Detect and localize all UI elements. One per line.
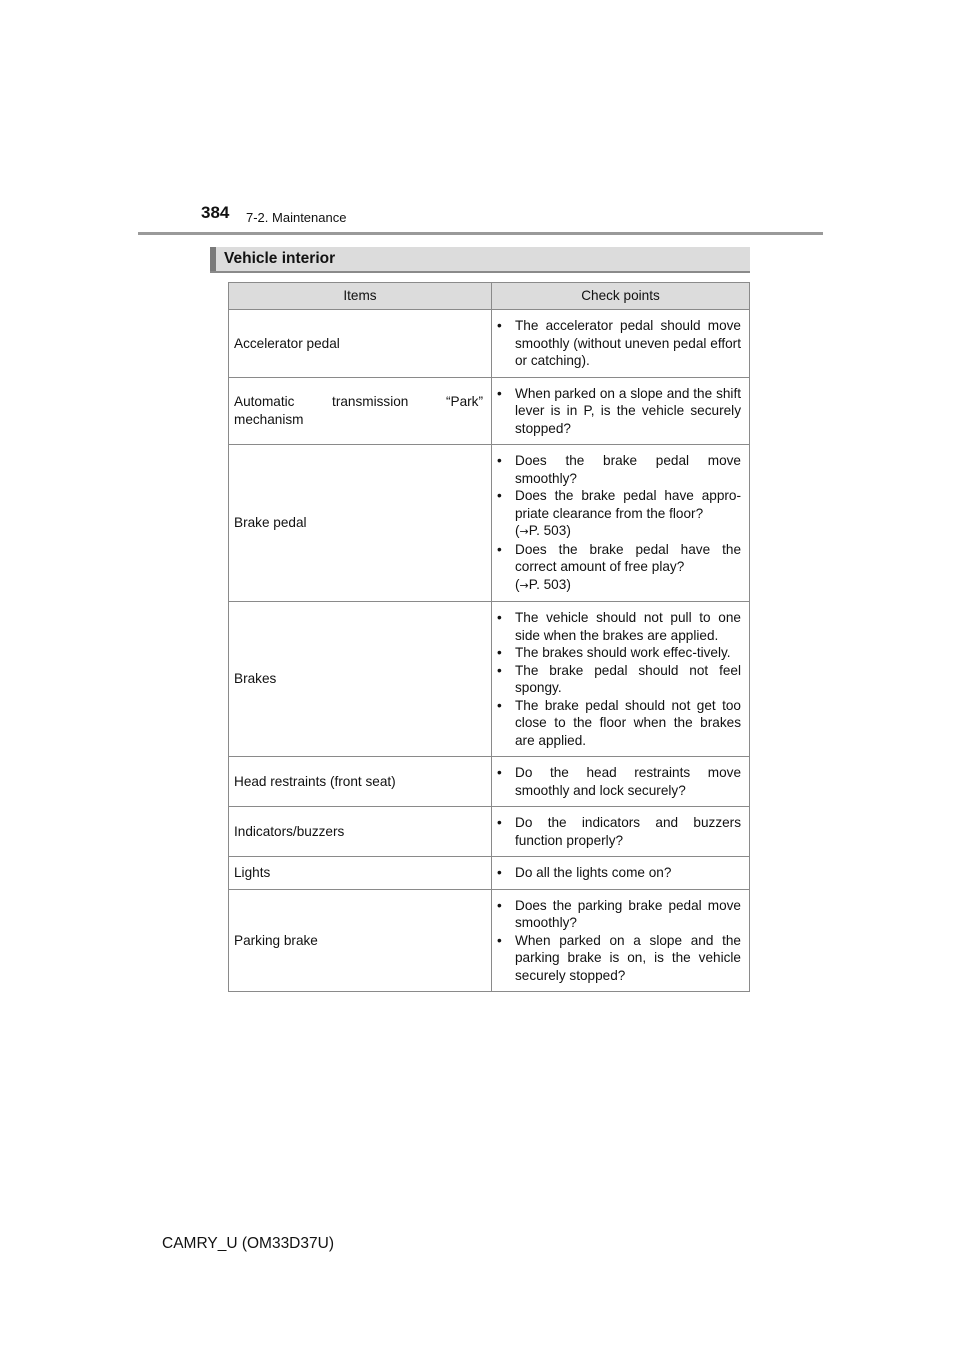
check-point-text: When parked on a slope and the parking brake is on, is the vehicle securely stopped? <box>515 932 741 983</box>
check-point-text: When parked on a slope and the shift lever is in P, is the vehicle securely stopped? <box>515 385 741 436</box>
table-row <box>229 757 750 807</box>
check-table <box>228 282 750 992</box>
check-point-text: Do the indicators and buzzers function properly? <box>515 815 741 848</box>
item-cell: Parking brake <box>229 889 492 992</box>
check-points-list <box>497 452 741 594</box>
check-points-list <box>497 864 741 882</box>
bullet-icon: • <box>497 765 502 780</box>
check-points-cell <box>492 857 750 890</box>
check-points-list <box>497 764 741 799</box>
check-points-cell <box>492 757 750 807</box>
check-point-text: The brakes should work effec-tively. <box>515 645 731 660</box>
item-cell: Accelerator pedal <box>229 310 492 378</box>
check-points-list <box>497 897 741 985</box>
check-points-cell <box>492 310 750 378</box>
check-point-text: Does the brake pedal have the correct amount of free play? <box>515 541 741 574</box>
item-cell: Lights <box>229 857 492 890</box>
check-point-text: Do all the lights come on? <box>515 865 672 880</box>
bullet-icon: • <box>497 610 502 625</box>
check-point-item <box>497 644 741 662</box>
page-reference: (→P. 503) <box>515 576 571 592</box>
check-point-item <box>497 897 741 932</box>
check-points-list <box>497 814 741 849</box>
table-body <box>229 310 750 992</box>
item-cell: Head restraints (front seat) <box>229 757 492 807</box>
check-points-cell <box>492 807 750 857</box>
check-point-item <box>497 864 741 882</box>
check-point-text: The brake pedal should not feel spongy. <box>515 662 741 695</box>
table-row <box>229 445 750 602</box>
check-points-cell <box>492 445 750 602</box>
check-points-list <box>497 609 741 749</box>
table-row <box>229 310 750 378</box>
section-heading: Vehicle interior <box>210 247 750 271</box>
bullet-icon: • <box>497 662 502 678</box>
bullet-icon: • <box>497 815 502 830</box>
bullet-icon: • <box>497 697 502 713</box>
table-row <box>229 807 750 857</box>
check-points-list <box>497 385 741 438</box>
arrow-right-icon: → <box>519 525 529 538</box>
page-reference-text: P. 503 <box>528 523 567 538</box>
column-header-items: Items <box>229 283 492 310</box>
check-point-item <box>497 697 741 750</box>
check-point-item <box>497 317 741 370</box>
page-reference-text: P. 503 <box>528 576 567 592</box>
page-reference: (→P. 503) <box>515 523 571 538</box>
check-point-text: Does the parking brake pedal move smoothly? <box>515 897 741 930</box>
item-cell: Automatic transmission “Park” mechanism <box>229 377 492 445</box>
check-point-item <box>497 487 741 541</box>
bullet-icon: • <box>497 865 502 880</box>
check-point-item <box>497 814 741 849</box>
bullet-icon: • <box>497 385 502 401</box>
bullet-icon: • <box>497 897 502 913</box>
item-cell: Indicators/buzzers <box>229 807 492 857</box>
check-point-item <box>497 932 741 985</box>
check-points-cell <box>492 377 750 445</box>
table-row <box>229 889 750 992</box>
check-point-text: Does the brake pedal move smoothly? <box>515 453 741 486</box>
check-point-item <box>497 609 741 644</box>
check-point-item <box>497 662 741 697</box>
bullet-icon: • <box>497 318 502 333</box>
bullet-icon: • <box>497 541 502 557</box>
header-rule <box>138 232 823 235</box>
check-point-text: Does the brake pedal have appro-priate clearance from the floor? <box>515 488 741 521</box>
section-label: 7-2. Maintenance <box>246 210 347 225</box>
check-points-cell <box>492 889 750 992</box>
bullet-icon: • <box>497 488 502 503</box>
item-cell: Brakes <box>229 602 492 757</box>
arrow-right-icon: → <box>519 578 529 592</box>
check-points-cell <box>492 602 750 757</box>
check-points-list <box>497 317 741 370</box>
table-row <box>229 602 750 757</box>
footer-code: CAMRY_U (OM33D37U) <box>162 1235 334 1252</box>
bullet-icon: • <box>497 932 502 948</box>
check-point-item <box>497 385 741 438</box>
item-cell: Brake pedal <box>229 445 492 602</box>
check-point-item <box>497 764 741 799</box>
check-point-text: The brake pedal should not get too close to the floor when the brakes are applied. <box>515 697 741 748</box>
table-row <box>229 857 750 890</box>
bullet-icon: • <box>497 453 502 468</box>
table-header-row <box>229 283 750 310</box>
page-number: 384 <box>201 203 230 222</box>
check-point-item <box>497 541 741 595</box>
bullet-icon: • <box>497 645 502 660</box>
check-point-text: The accelerator pedal should move smoothly (without uneven pedal effort or catching). <box>515 318 741 368</box>
check-point-text: Do the head restraints move smoothly and lock securely? <box>515 765 741 798</box>
check-point-item <box>497 452 741 487</box>
column-header-check-points: Check points <box>492 283 750 310</box>
table-row <box>229 377 750 445</box>
check-point-text: The vehicle should not pull to one side when the brakes are applied. <box>515 610 741 643</box>
